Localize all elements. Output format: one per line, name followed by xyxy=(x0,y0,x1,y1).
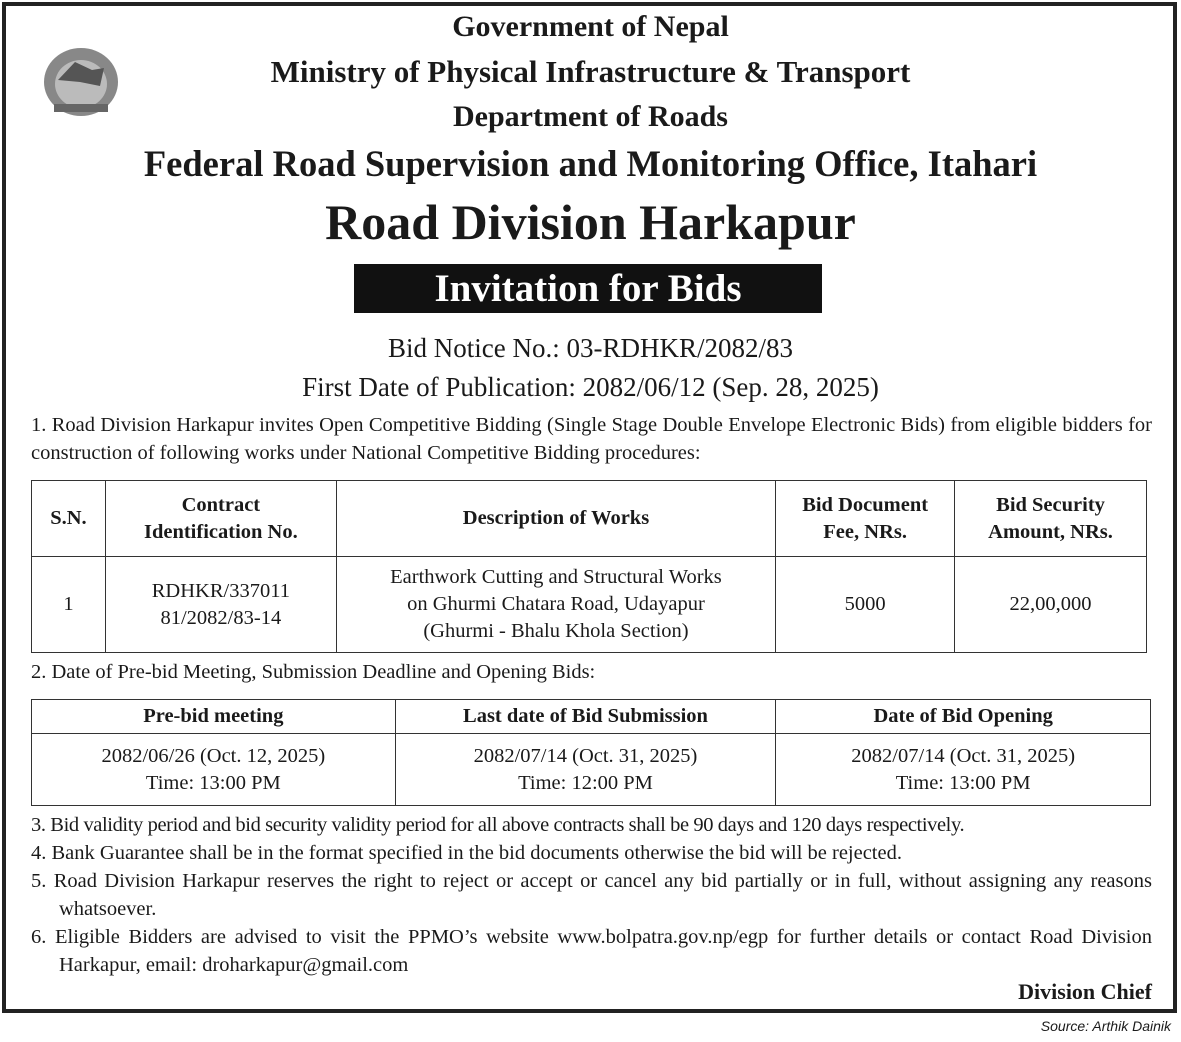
ministry-title: Ministry of Physical Infrastructure & Transport xyxy=(270,54,911,89)
description-line: Earthwork Cutting and Structural Works xyxy=(390,566,722,588)
government-title: Government of Nepal xyxy=(452,10,729,43)
description-line: on Ghurmi Chatara Road, Udayapur xyxy=(407,593,705,615)
table-header-row xyxy=(32,700,1151,734)
header-bid-security: Bid Security Amount, NRs. xyxy=(955,481,1147,557)
header-prebid: Pre-bid meeting xyxy=(32,700,396,734)
date-text: 2082/07/14 (Oct. 31, 2025) xyxy=(851,744,1076,767)
contract-id-line: RDHKR/337011 xyxy=(151,579,290,602)
date-text: 2082/06/26 (Oct. 12, 2025) xyxy=(101,744,326,767)
time-text: Time: 12:00 PM xyxy=(518,771,653,794)
item-5: 5. Road Division Harkapur reserves the right to reject or accept or cancel any bid partially or in full, without assigning any reasons whatsoever. xyxy=(31,870,1152,920)
signature-division-chief: Division Chief xyxy=(1018,979,1152,1004)
item-3: 3. Bid validity period and bid security validity period for all above contracts shall be 90 days and 120 days respectively. xyxy=(31,814,965,836)
cell-description xyxy=(336,557,775,653)
paragraph-1: 1. Road Division Harkapur invites Open Competitive Bidding (Single Stage Double Envelope Electronic Bids) from eligible bidders for construction of following works under National Competitive Bidding procedures: xyxy=(31,414,1152,464)
contract-id-line: 81/2082/83-14 xyxy=(160,606,282,629)
dates-table xyxy=(31,699,1151,806)
header-contract-id: Contract Identification No. xyxy=(105,481,336,557)
header-sn: S.N. xyxy=(32,481,106,557)
bid-notice-number: Bid Notice No.: 03-RDHKR/2082/83 xyxy=(388,333,793,363)
cell-sn: 1 xyxy=(32,557,106,653)
paragraph-2: 2. Date of Pre-bid Meeting, Submission Deadline and Opening Bids: xyxy=(31,661,596,683)
department-title: Department of Roads xyxy=(453,100,728,133)
header-submission: Last date of Bid Submission xyxy=(395,700,776,734)
cell-bid-fee: 5000 xyxy=(776,557,955,653)
invitation-for-bids-banner: Invitation for Bids xyxy=(354,264,822,313)
source-credit: Source: Arthik Dainik xyxy=(1040,1018,1171,1034)
date-text: 2082/07/14 (Oct. 31, 2025) xyxy=(473,744,698,767)
table-row xyxy=(32,734,1151,806)
header-opening: Date of Bid Opening xyxy=(776,700,1151,734)
table-row xyxy=(32,557,1147,653)
division-title: Road Division Harkapur xyxy=(325,194,856,250)
cell-bid-security: 22,00,000 xyxy=(955,557,1147,653)
first-publication-date: First Date of Publication: 2082/06/12 (Sep. 28, 2025) xyxy=(302,372,879,402)
description-line: (Ghurmi - Bhalu Khola Section) xyxy=(423,620,689,642)
cell-opening xyxy=(776,734,1151,806)
works-table xyxy=(31,480,1147,653)
table-header-row xyxy=(32,481,1147,557)
office-title: Federal Road Supervision and Monitoring Office, Itahari xyxy=(143,143,1038,184)
header-bid-fee: Bid Document Fee, NRs. xyxy=(776,481,955,557)
header-description: Description of Works xyxy=(336,481,775,557)
item-6: 6. Eligible Bidders are advised to visit the PPMO’s website www.bolpatra.gov.np/egp for further details or contact Road Division Harkapur, email: droharkapur@gmail.com xyxy=(31,926,1152,976)
cell-submission xyxy=(395,734,776,806)
time-text: Time: 13:00 PM xyxy=(895,771,1031,794)
item-4: 4. Bank Guarantee shall be in the format specified in the bid documents otherwise the bid will be rejected. xyxy=(31,842,902,864)
cell-prebid xyxy=(32,734,396,806)
cell-contract-id xyxy=(105,557,336,653)
time-text: Time: 13:00 PM xyxy=(145,771,281,794)
